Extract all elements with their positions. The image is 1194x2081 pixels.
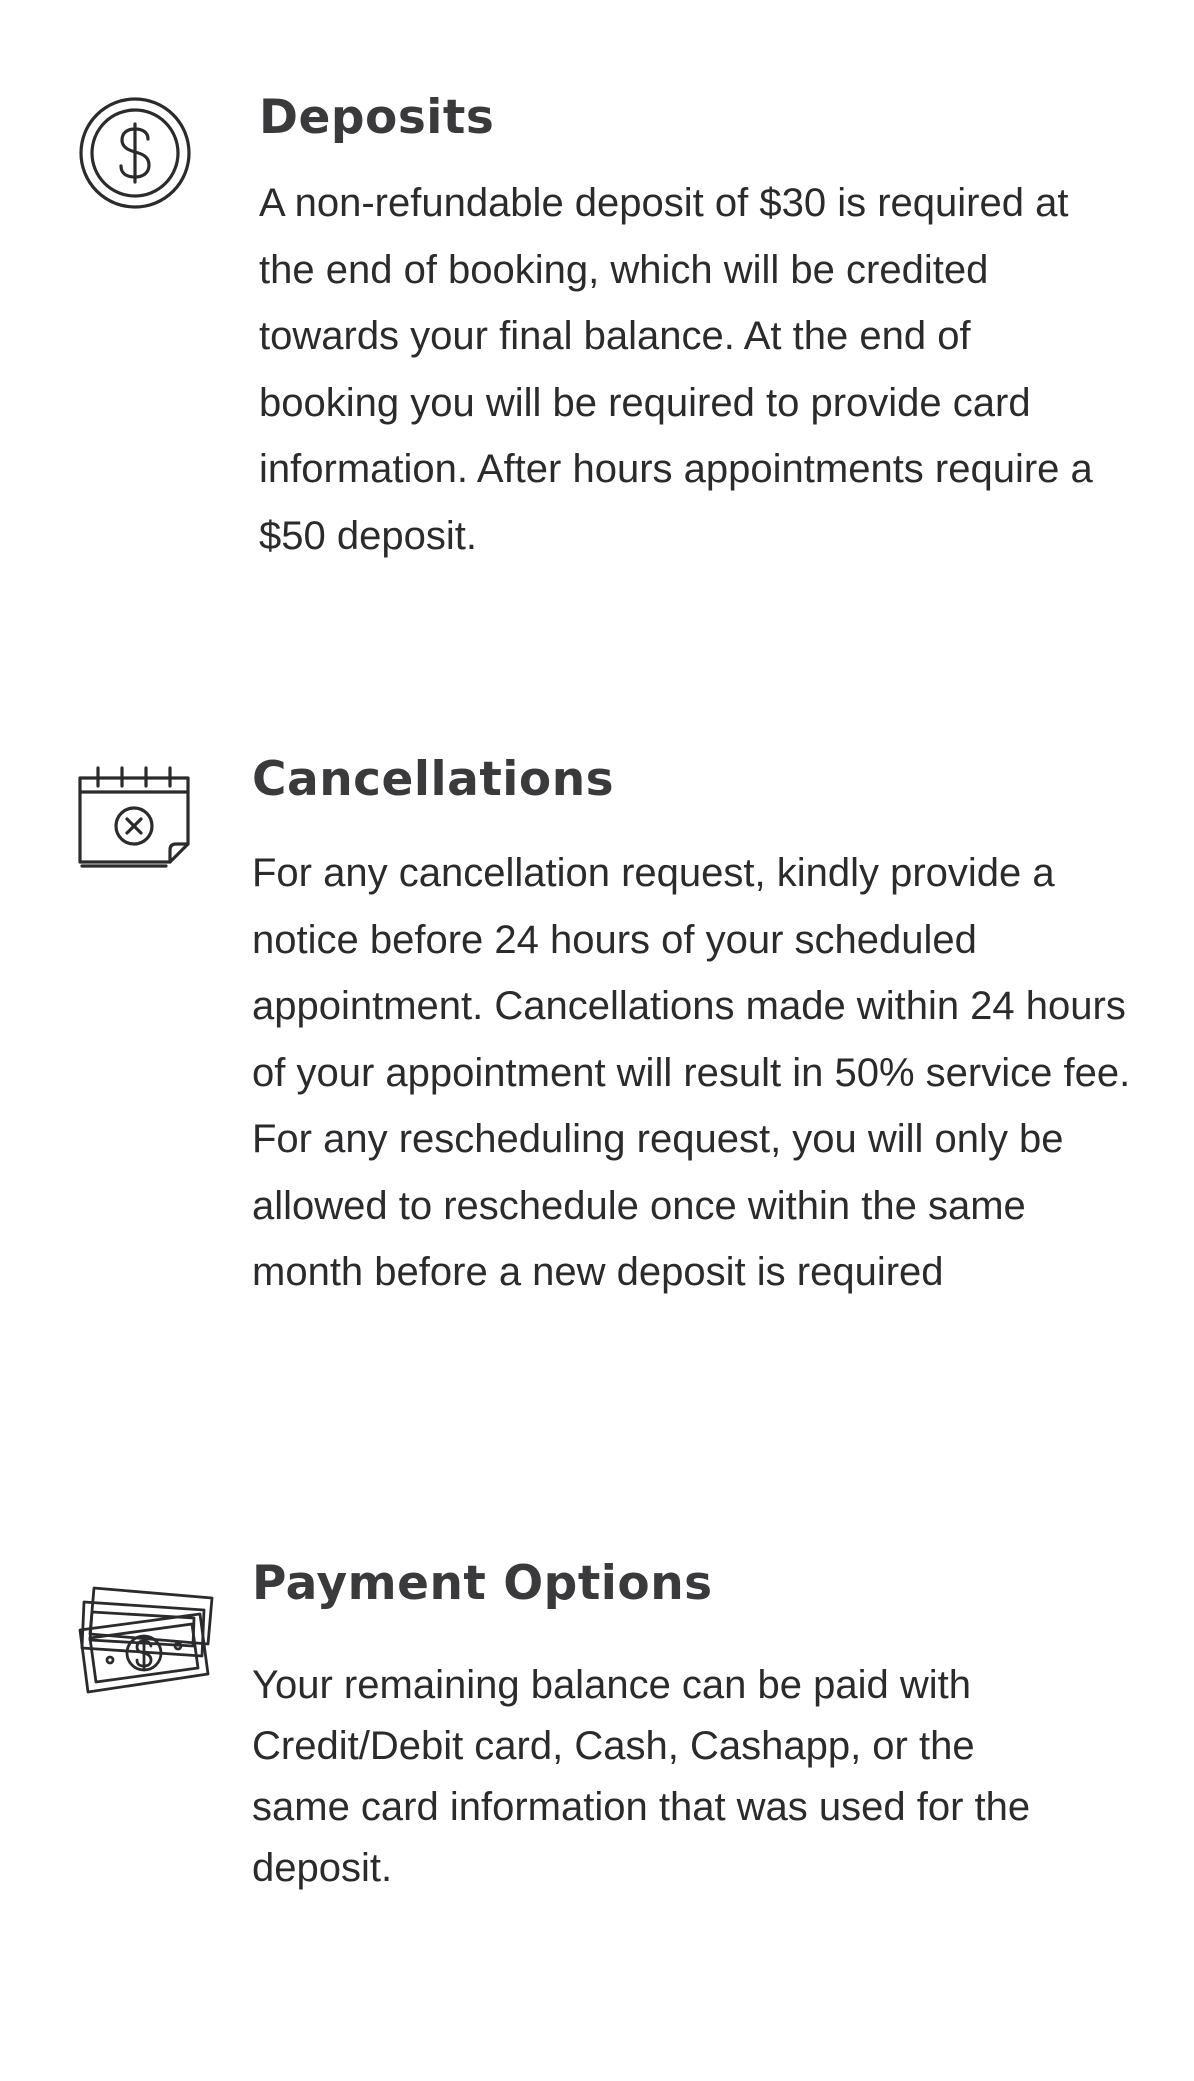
deposits-body: A non-refundable deposit of $30 is required at the end of booking, which will be credited towards your final balance. At the end of booking you will be required to provide card information. After hours appointments require a $50 deposit. [259, 181, 1093, 558]
deposits-title: Deposits [259, 90, 495, 145]
cancellations-body: For any cancellation request, kindly provide a notice before 24 hours of your scheduled appointment. Cancellations made within 24 hours of your appointment will result in 50% service fee. For any rescheduling request, you will only be allowed to reschedule once within the same month before a new deposit is required [252, 851, 1131, 1294]
cash-bills-icon [76, 1584, 218, 1704]
cancellations-title: Cancellations [252, 752, 615, 807]
payment-options-title: Payment Options [252, 1556, 713, 1611]
payment-options-body: Your remaining balance can be paid with Credit/Debit card, Cash, Cashapp, or the same card information that was used for the deposit. [252, 1663, 1031, 1890]
